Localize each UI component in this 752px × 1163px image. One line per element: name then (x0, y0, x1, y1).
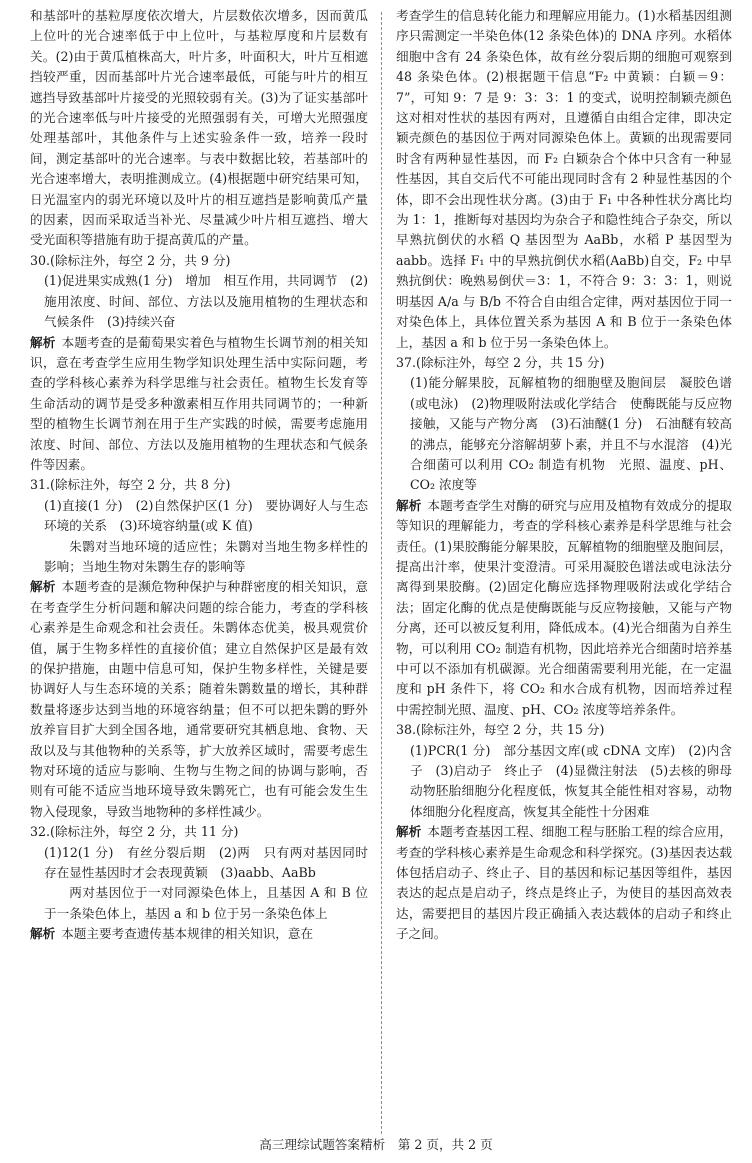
q30-explanation-text: 本题考查的是葡萄果实着色与植物生长调节剂的相关知识，意在考查学生应用生物学知识处理生活中实际问题，考查的学科核心素养为科学思维与社会责任。植物生长发育等生命活动的调节是受多种激素相互作用共同调节的；一种新型的植物生长调节剂在用于生产实践的时候，需要考虑施用浓度、时间、部位、方法以及施用植物的生理状态和气候条件等因素。 (30, 334, 369, 472)
right-column (396, 6, 745, 945)
q37-heading: 37.(除标注外，每空 2 分，共 15 分) (396, 354, 605, 370)
q38-answer: (1)PCR(1 分) 部分基因文库(或 cDNA 文库) (2)内含子 (3)启动子 终止子 (4)显微注射法 (5)去核的卵母 动物胚胎细胞分化程度低，恢复其全能性相对容易，动物体细胞分化程度高，恢复其全能性十分困难 (410, 742, 745, 819)
q32-heading: 32.(除标注外，每空 2 分，共 11 分) (30, 824, 239, 840)
explanation-label: 解析 (396, 497, 422, 513)
page-footer: 高三理综试题答案精析 第 2 页，共 2 页 (259, 1137, 493, 1152)
q31-explanation-text: 本题考查的是濒危物种保护与种群密度的相关知识，意在考查学生分析问题和解决问题的综合能力，考查的学科核心素养是生命观念和社会责任。朱鹮体态优美，极具观赏价值，属于生物多样性的直接价值；建立自然保护区是最有效的保护措施，由题中信息可知，保护生物多样性，关键是要协调好人与生态环境的关系；随着朱鹮数量的增长，其种群数量将逐步达到当地的环境容纳量；但不可以把朱鹮的野外放养盲目扩大到全国各地，通常要研究其栖息地、食物、天敌以及与其他物种的关系等，扩大放养区域时，需要考虑生物对环境的适应与影响、生物与生物之间的协调与影响，否则有可能不适应当地环境导致朱鹮死亡，也有可能会发生生物入侵现象，导致当地物种的多样性减少。 (30, 579, 369, 819)
q38-explanation-text: 本题考查基因工程、细胞工程与胚胎工程的综合应用，考查的学科核心素养是生命观念和科学探究。(3)基因表达载体包括启动子、终止子、目的基因和标记基因等组件，基因表达的起点是启动子，终点是终止子，为使目的基因高效表达，需要把目的基因片段正确插入表达载体的启动子和终止子之间。 (396, 824, 733, 942)
left-column (30, 6, 368, 945)
q37-explanation (396, 496, 732, 720)
q38-heading: 38.(除标注外，每空 2 分，共 15 分) (396, 722, 605, 738)
q32-answer: (1)12(1 分) 有丝分裂后期 (2)两 只有两对基因同时存在显性基因时才会表现黄颖 (3)aabb、AaBb (44, 844, 368, 881)
q31-answer: (1)直接(1 分) (2)自然保护区(1 分) 要协调好人与生态环境的关系 (3)环境容纳量(或 K 值) (44, 497, 368, 534)
q32-answer-cont: 两对基因位于一对同源染色体上，且基因 A 和 B 位于一条染色体上，基因 a 和 b 位于另一条染色体上 (44, 885, 368, 921)
q32-explanation-text: 本题主要考查遗传基本规律的相关知识，意在 (61, 926, 314, 942)
q37-answer: (1)能分解果胶，瓦解植物的细胞壁及胞间层 凝胶色谱(或电泳) (2)物理吸附法或化学结合 使酶既能与反应物接触，又能与产物分离 (3)石油醚(1 分) 石油醚有较高的沸点，能够充分溶解胡萝卜素，并且不与水混溶 (4)光合细菌可以利用 CO₂ 制造有机物 光照、温度、pH、CO₂ 浓度等 (410, 375, 732, 493)
explanation-label: 解析 (30, 579, 56, 595)
explanation-label: 解析 (30, 334, 56, 350)
q32-explanation (30, 924, 368, 944)
q31-answer-cont: 朱鹮对当地环境的适应性；朱鹮对当地生物多样性的影响；当地生物对朱鹮生存的影响等 (44, 538, 368, 574)
column-divider (381, 12, 382, 1134)
q30-heading: 30.(除标注外，每空 2 分，共 9 分) (30, 252, 231, 268)
q31-heading: 31.(除标注外，每空 2 分，共 8 分) (30, 477, 231, 493)
q38-explanation (396, 822, 732, 944)
q30-explanation (30, 333, 368, 476)
q30-answer: (1)促进果实成熟(1 分) 增加 相互作用，共同调节 (2)施用浓度、时间、部位、方法以及施用植物的生理状态和气候条件 (3)持续兴奋 (44, 273, 368, 330)
q31-explanation (30, 577, 368, 822)
explanation-label: 解析 (30, 926, 56, 942)
q29-explanation-continued: 和基部叶的基粒厚度依次增大，片层数依次增多，因而黄瓜上位叶的光合速率低于中上位叶，与基粒厚度和片层数有关。(2)由于黄瓜植株高大，叶片多，叶面积大，叶片互相遮挡较严重，因而基部叶片光合速率最低，可能与叶片的相互遮挡导致基部叶片接受的光照较弱有关。(3)为了证实基部叶的光合速率低与叶片接受的光照强弱有关，可增大光照强度处理基部叶，其他条件与上述实验条件一致，培养一段时间，测定基部叶的光合速率。与表中数据比较，若基部叶的光合速率增大，表明推测成立。(4)根据题中研究结果可知，日光温室内的弱光环境以及叶片的相互遮挡是影响黄瓜产量的因素，因而采取适当补光、尽量减少叶片相互遮挡、增大受光面积等措施有助于提高黄瓜的产量。 (30, 8, 368, 248)
q32-explanation-continued: 考查学生的信息转化能力和理解应用能力。(1)水稻基因组测序只需测定一半染色体(12 条染色体)的 DNA 序列。水稻体细胞中含有 24 条染色体，故有丝分裂后期的细胞可观察到 48 条染色体。(2)根据题干信息“F₂ 中黄颖：白颖＝9：7”，可知 9：7 是 9：3：3：1 的变式，说明控制颖壳颜色这对相对性状的基因有两对，且遵循自由组合定律，即决定颖壳颜色的基因位于两对同源染色体上。黄颖的出现需要同时含有两种显性基因，而 F₂ 白颖杂合个体中只含有一种显性基因，其自交后代不可能出现同时含有 2 种显性基因的个体，即不会出现性状分离。(3)由于 F₁ 中各种性状分离比均为 1：1，推断每对基因均为杂合子和隐性纯合子杂交，所以早熟抗倒伏的水稻 Q 基因型为 AaBb，水稻 P 基因型为 aabb。选择 F₁ 中的早熟抗倒伏水稻(AaBb)自交，F₂ 中早熟抗倒伏：晚熟易倒伏＝3：1，不符合 9：3：3：1，则说明基因 A/a 与 B/b 不符合自由组合定律，两对基因位于同一对染色体上，具体位置关系为基因 A 和 B 位于一条染色体上，基因 a 和 b 位于另一条染色体上。 (396, 8, 732, 350)
q37-explanation-text: 本题考查学生对酶的研究与应用及植物有效成分的提取等知识的理解能力，考查的学科核心素养是科学思维与社会责任。(1)果胶酶能分解果胶，瓦解植物的细胞壁及胞间层，提高出汁率，使果汁变澄清。可采用凝胶色谱法或电泳法分离得到果胶酶。(2)固定化酶应选择物理吸附法或化学结合法；固定化酶的优点是使酶既能与反应物接触，又能与产物分离，还可以被反复利用，降低成本。(4)光合细菌为自养生物，可以利用 CO₂ 制造有机物，因此培养光合细菌时培养基中可以不添加有机碳源。光合细菌需要利用光能，在一定温度和 pH 条件下，将 CO₂ 和水合成有机物，因而培养过程中需控制光照、温度、pH、CO₂ 浓度等培养条件。 (396, 497, 733, 717)
explanation-label: 解析 (396, 824, 422, 840)
